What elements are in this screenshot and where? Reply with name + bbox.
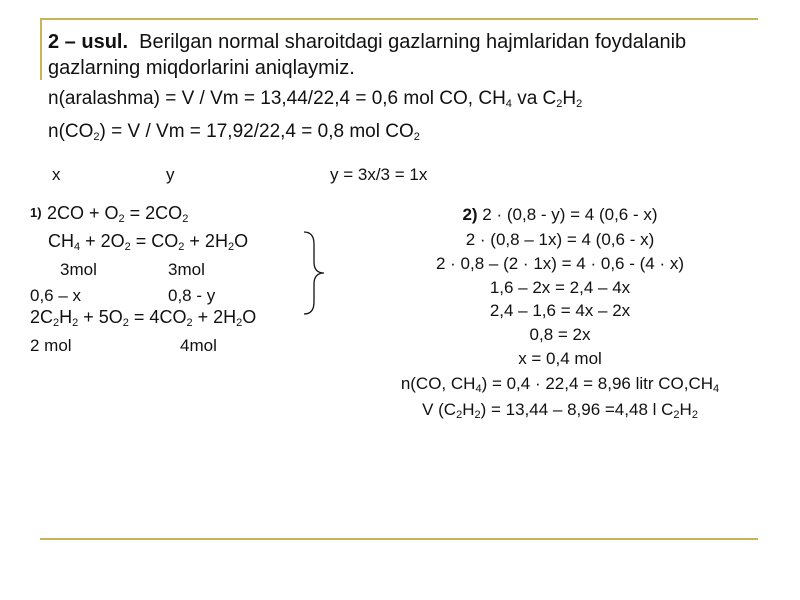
- solution-line-2: 2 · (0,8 – 1x) = 4 (0,6 - x): [465, 230, 655, 249]
- solution-line-5: 2,4 – 1,6 = 4x – 2x: [489, 301, 631, 320]
- subscript: 2: [691, 409, 698, 421]
- subscript: 2: [474, 409, 481, 421]
- mixture-text: va C: [511, 88, 557, 109]
- co2-text: ) = V / Vm = 17,92/22,4 = 0,8 mol CO: [99, 121, 414, 142]
- subscript: 2: [236, 317, 243, 329]
- subscript: 2: [72, 317, 79, 329]
- solution-line-7: x = 0,4 mol: [518, 349, 602, 368]
- mixture-equation: [48, 87, 582, 110]
- mixture-text: H: [562, 88, 577, 109]
- subscript: 2: [576, 98, 583, 110]
- mixture-text: n(aralashma) = V / Vm = 13,44/22,4 = 0,6 mol CO, CH: [48, 88, 506, 109]
- amount-b: 0,8 - y: [168, 286, 216, 305]
- subscript: 2: [53, 317, 60, 329]
- left-number: 1): [30, 205, 42, 220]
- reaction-3: [30, 306, 256, 328]
- mol-3a: 3mol: [60, 260, 97, 279]
- var-relation: y = 3x/3 = 1x: [330, 165, 428, 184]
- reaction-text: CH: [48, 231, 74, 251]
- subscript: 4: [475, 383, 482, 395]
- reaction-text: = 2CO: [124, 203, 183, 223]
- reaction-text: O: [242, 307, 257, 327]
- reaction-text: + 2H: [192, 307, 237, 327]
- solution-text: H: [462, 400, 475, 419]
- subscript: 2: [673, 409, 680, 421]
- solution-line-8: [340, 373, 780, 394]
- heading-line-2: gazlarning miqdorlarini aniqlaymiz.: [48, 57, 355, 79]
- top-rule: [40, 18, 758, 20]
- subscript: 2: [413, 131, 420, 143]
- subscript: 2: [227, 241, 235, 253]
- heading-bold: 2 – usul.: [48, 31, 129, 53]
- mol-3b: 3mol: [168, 260, 205, 279]
- solution-line-9: [340, 399, 780, 420]
- subscript: 2: [124, 241, 131, 253]
- solution-text: ) = 0,4 · 22,4 = 8,96 litr CO,CH: [481, 374, 714, 393]
- reaction-1: [47, 202, 188, 224]
- left-rule: [40, 18, 42, 80]
- mol-6b: 4mol: [180, 336, 217, 355]
- subscript: 2: [178, 241, 185, 253]
- mol-6a: 2 mol: [30, 336, 72, 355]
- heading-text-1: Berilgan normal sharoitdagi gazlarning hajmlaridan foydalanib: [139, 31, 687, 53]
- reaction-text: + 5O: [78, 307, 123, 327]
- solution-text: 2 · (0,8 - y) = 4 (0,6 - x): [482, 205, 658, 224]
- var-x: x: [52, 165, 61, 184]
- reaction-text: + 2O: [80, 231, 125, 251]
- subscript: 2: [186, 317, 193, 329]
- reaction-text: H: [59, 307, 73, 327]
- reaction-text: O: [234, 231, 249, 251]
- solution-text: n(CO, CH: [400, 374, 476, 393]
- reaction-text: 2C: [30, 307, 54, 327]
- subscript: 2: [122, 317, 129, 329]
- solution-text: H: [679, 400, 692, 419]
- heading-line-1: [48, 30, 686, 54]
- curly-brace-icon: [300, 228, 330, 318]
- reaction-text: + 2H: [184, 231, 228, 251]
- solution-line-1: [340, 204, 780, 225]
- co2-equation: [48, 120, 420, 143]
- subscript: 2: [182, 213, 189, 225]
- subscript: 2: [456, 409, 463, 421]
- solution-line-6: 0,8 = 2x: [529, 325, 591, 344]
- reaction-text: 2CO + O: [47, 203, 119, 223]
- var-y: y: [166, 165, 175, 184]
- subscript: 4: [713, 383, 720, 395]
- solution-text: ) = 13,44 – 8,96 =4,48 l C: [480, 400, 674, 419]
- subscript: 2: [93, 131, 100, 143]
- solution-text: V (C: [422, 400, 457, 419]
- reaction-2: [48, 230, 248, 252]
- reaction-text: = 4CO: [128, 307, 187, 327]
- co2-text: n(CO: [48, 121, 94, 142]
- reaction-text: = CO: [130, 231, 179, 251]
- solution-line-4: 1,6 – 2x = 2,4 – 4x: [489, 278, 631, 297]
- subscript: 4: [74, 241, 81, 253]
- subscript: 4: [505, 98, 512, 110]
- right-number: 2): [462, 205, 478, 224]
- bottom-rule: [40, 538, 758, 540]
- amount-a: 0,6 – x: [30, 286, 82, 305]
- solution-line-3: 2 · 0,8 – (2 · 1x) = 4 · 0,6 - (4 · x): [436, 254, 684, 273]
- subscript: 2: [556, 98, 563, 110]
- subscript: 2: [118, 213, 125, 225]
